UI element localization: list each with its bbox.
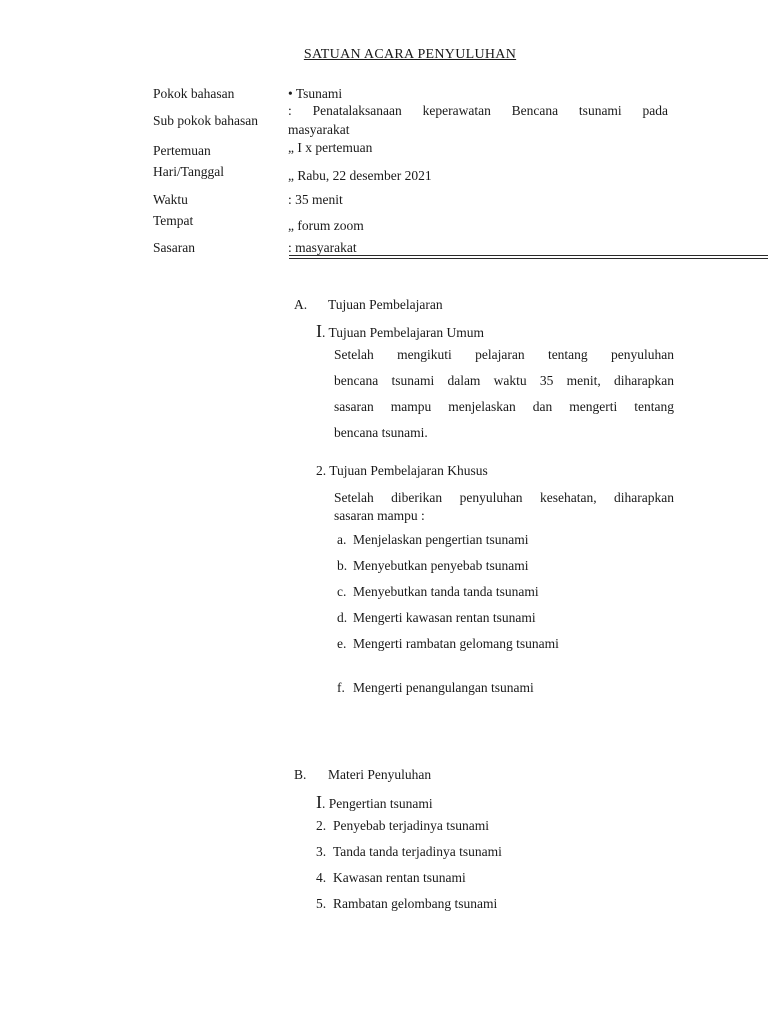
list-text: Menyebutkan tanda tanda tsunami bbox=[353, 584, 539, 599]
section-a-sub1-title: . Tujuan Pembelajaran Umum bbox=[322, 325, 484, 340]
tempat-value: „ forum zoom bbox=[288, 218, 364, 233]
list-marker: 5. bbox=[316, 896, 327, 911]
sasaran-label: Sasaran bbox=[153, 240, 195, 255]
list-item bbox=[316, 818, 489, 835]
list-text: Penyebab terjadinya tsunami bbox=[333, 818, 489, 833]
list-text: Mengerti penangulangan tsunami bbox=[353, 680, 534, 695]
list-text: Rambatan gelombang tsunami bbox=[333, 896, 498, 911]
pertemuan-label: Pertemuan bbox=[153, 143, 211, 158]
document-title: SATUAN ACARA PENYULUHAN bbox=[303, 47, 517, 62]
section-b-marker: B. bbox=[294, 767, 307, 782]
list-text: Kawasan rentan tsunami bbox=[333, 870, 466, 885]
section-a-sub2-heading: 2. Tujuan Pembelajaran Khusus bbox=[316, 463, 488, 478]
waktu-value: : 35 menit bbox=[288, 192, 343, 207]
list-marker: I bbox=[316, 792, 322, 812]
pertemuan-value: „ I x pertemuan bbox=[288, 140, 373, 155]
hari-tanggal-value: „ Rabu, 22 desember 2021 bbox=[288, 168, 432, 183]
list-item bbox=[337, 680, 534, 697]
list-item bbox=[337, 636, 559, 653]
sub-pokok-bahasan-value-cont: masyarakat bbox=[288, 122, 350, 137]
list-marker: 2. bbox=[316, 818, 327, 833]
list-marker: b. bbox=[337, 558, 348, 573]
tempat-label: Tempat bbox=[153, 213, 194, 228]
paragraph-line: Setelah mengikuti pelajaran tentang penyuluhan bbox=[334, 347, 674, 362]
divider-line-2 bbox=[289, 258, 768, 259]
list-item bbox=[337, 584, 539, 601]
list-item bbox=[316, 844, 502, 861]
section-a-heading: Tujuan Pembelajaran bbox=[328, 297, 443, 312]
list-text: Mengerti rambatan gelomang tsunami bbox=[353, 636, 559, 651]
list-item bbox=[337, 610, 536, 627]
list-item bbox=[316, 896, 497, 913]
list-item bbox=[337, 532, 528, 549]
sub-pokok-bahasan-value: : Penatalaksanaan keperawatan Bencana tsunami pada bbox=[288, 103, 668, 118]
paragraph-line: bencana tsunami. bbox=[334, 425, 428, 440]
list-text: Menjelaskan pengertian tsunami bbox=[353, 532, 529, 547]
list-text: Tanda tanda terjadinya tsunami bbox=[333, 844, 502, 859]
list-text: Mengerti kawasan rentan tsunami bbox=[353, 610, 536, 625]
sasaran-value: : masyarakat bbox=[288, 240, 357, 255]
section-b-heading: Materi Penyuluhan bbox=[328, 767, 432, 782]
section-a-sub1-heading bbox=[316, 320, 484, 343]
waktu-label: Waktu bbox=[153, 192, 188, 207]
pokok-bahasan-value: • Tsunami bbox=[288, 86, 343, 101]
list-item bbox=[316, 791, 433, 814]
list-marker: f. bbox=[337, 680, 345, 695]
list-marker: d. bbox=[337, 610, 348, 625]
list-marker: c. bbox=[337, 584, 347, 599]
paragraph-line: sasaran mampu menjelaskan dan mengerti tentang bbox=[334, 399, 674, 414]
list-text: . Pengertian tsunami bbox=[322, 796, 433, 811]
paragraph-line: bencana tsunami dalam waktu 35 menit, diharapkan bbox=[334, 373, 674, 388]
list-item bbox=[316, 870, 466, 887]
hari-tanggal-label: Hari/Tanggal bbox=[153, 164, 225, 179]
section-a-marker: A. bbox=[294, 297, 308, 312]
divider-line-1 bbox=[289, 255, 768, 256]
list-marker: 4. bbox=[316, 870, 327, 885]
list-marker: e. bbox=[337, 636, 347, 651]
pokok-bahasan-label: Pokok bahasan bbox=[153, 86, 235, 101]
list-item bbox=[337, 558, 528, 575]
section-a-sub2-paragraph-line1: Setelah diberikan penyuluhan kesehatan, diharapkan bbox=[334, 490, 674, 505]
section-a-sub1-paragraph bbox=[334, 342, 674, 446]
section-a-sub2-paragraph-line2: sasaran mampu : bbox=[334, 508, 425, 523]
list-text: Menyebutkan penyebab tsunami bbox=[353, 558, 529, 573]
sub-pokok-bahasan-label: Sub pokok bahasan bbox=[153, 113, 258, 128]
list-marker: a. bbox=[337, 532, 347, 547]
section-a-sub1-marker: I bbox=[316, 321, 322, 341]
list-marker: 3. bbox=[316, 844, 327, 859]
